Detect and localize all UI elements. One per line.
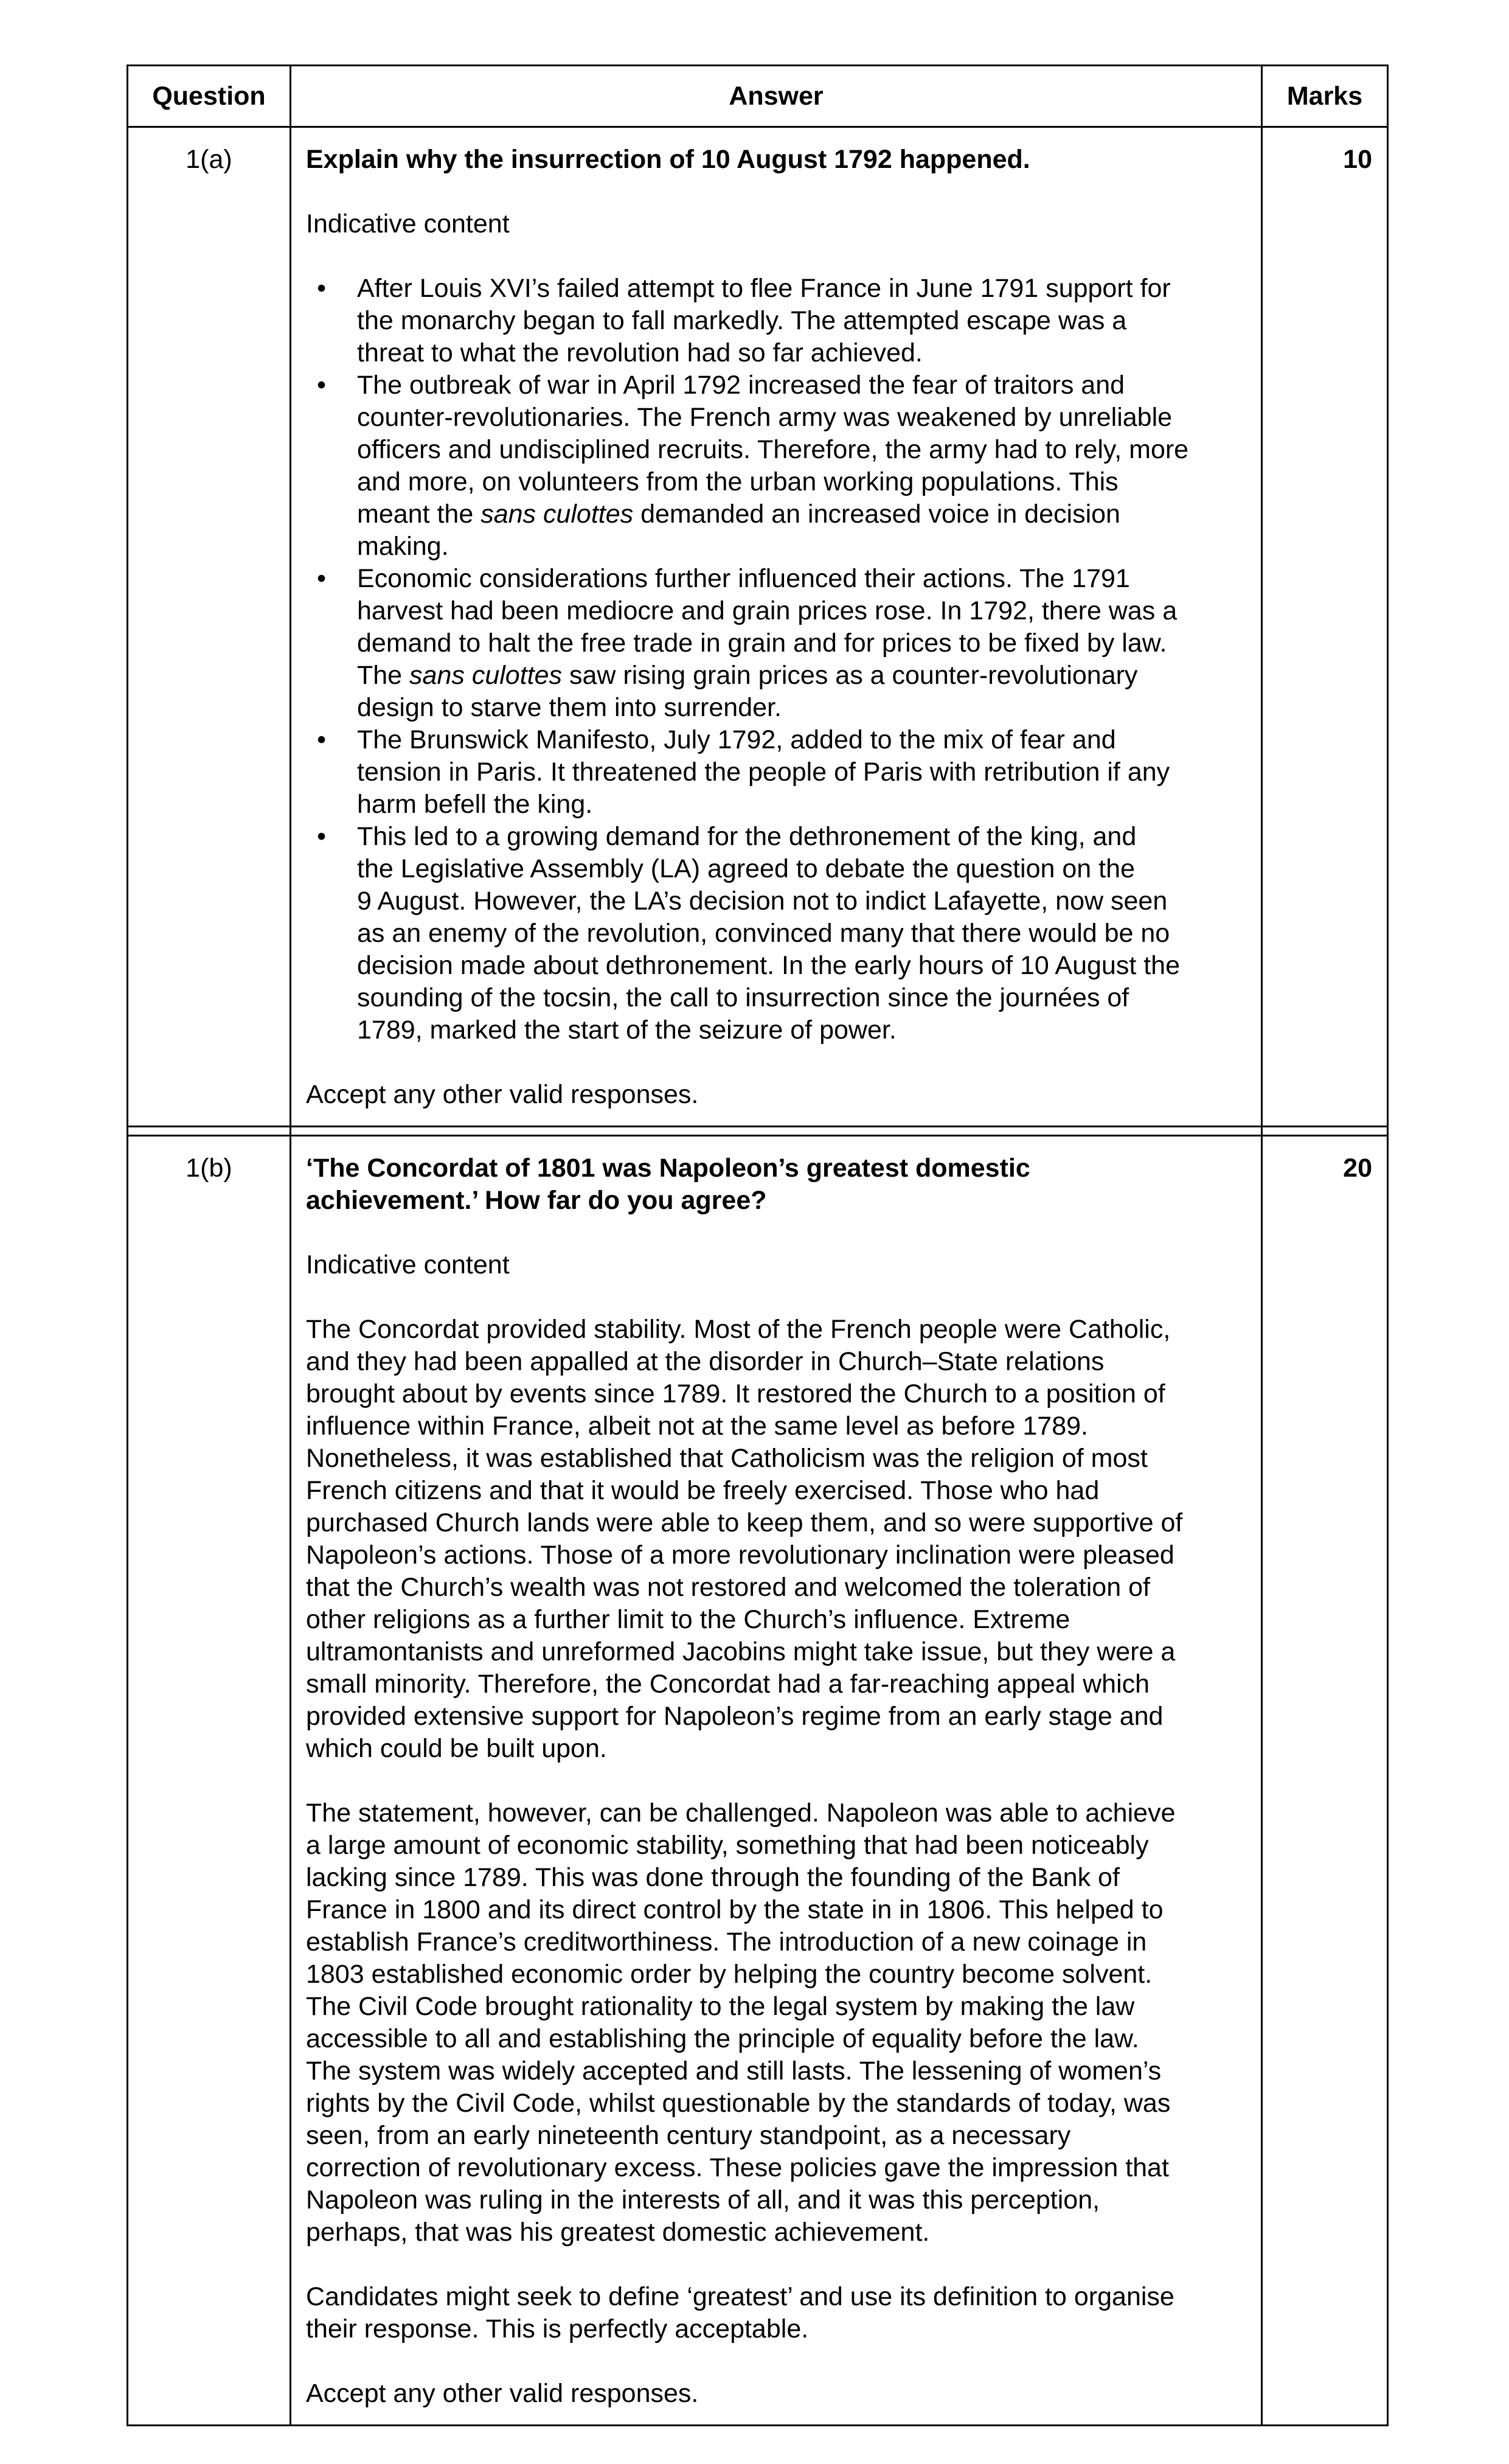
list-item <box>306 821 1245 1046</box>
line: tension in Paris. It threatened the people of Paris with retribution if any <box>357 757 1170 787</box>
row-q1b <box>128 1136 1388 2426</box>
line: making. <box>357 532 449 561</box>
q1b-indicative: Indicative content <box>306 1250 510 1279</box>
q1b-paragraph-3: Candidates might seek to define ‘greatest’ and use its definition to organise their response. This is perfectly acceptable. <box>306 2282 1174 2344</box>
row-separator <box>128 1127 1388 1136</box>
q1b-marks: 20 <box>1262 1136 1388 2426</box>
line: harvest had been mediocre and grain prices rose. In 1792, there was a <box>357 596 1178 625</box>
q1b-accept: Accept any other valid responses. <box>306 2379 699 2408</box>
list-item <box>306 369 1245 563</box>
header-row <box>128 66 1388 127</box>
mark-scheme-table <box>127 64 1389 2426</box>
bullet-icon: • <box>317 274 327 303</box>
line: demand to halt the free trade in grain and for prices to be fixed by law. <box>357 628 1167 658</box>
header-question: Question <box>128 66 291 127</box>
q1a-marks: 10 <box>1262 127 1388 1127</box>
line: decision made about dethronement. In the early hours of 10 August the <box>357 951 1181 980</box>
line: The outbreak of war in April 1792 increased the fear of traitors and <box>357 371 1125 400</box>
q1a-bullet-list <box>306 273 1245 1046</box>
header-marks: Marks <box>1262 66 1388 127</box>
q1b-number: 1(b) <box>128 1136 291 2426</box>
q1b-paragraph-2: The statement, however, can be challenged. Napoleon was able to achieve a large amount of economic stability, something that had been noticeably lacking since 1789. This was done through the founding of the Bank of France in 1800 and its direct control by the state in in 1806. This helped to establish France’s creditworthiness. The introduction of a new coinage in 1803 established economic order by helping the country become solvent. The Civil Code brought rationality to the legal system by making the law accessible to all and establishing the principle of equality before the law. The system was widely accepted and still lasts. The lessening of women’s rights by the Civil Code, whilst questionable by the standards of today, was seen, from an early nineteenth century standpoint, as a necessary correction of revolutionary excess. These policies gave the impression that Napoleon was ruling in the interests of all, and it was this perception, perhaps, that was his greatest domestic achievement. <box>306 1798 1176 2247</box>
line: and more, on volunteers from the urban working populations. This <box>357 467 1119 496</box>
line: meant the sans culottes demanded an increased voice in decision <box>357 499 1120 529</box>
line: officers and undisciplined recruits. Therefore, the army had to rely, more <box>357 435 1189 464</box>
q1b-paragraph-1: The Concordat provided stability. Most of the French people were Catholic, and they had been appalled at the disorder in Church–State relations brought about by events since 1789. It restored the Church to a position of influence within France, albeit not at the same level as before 1789. Nonetheless, it was established that Catholicism was the religion of most French citizens and that it would be freely exercised. Those who had purchased Church lands were able to keep them, and so were supportive of Napoleon’s actions. Those of a more revolutionary inclination were pleased that the Church’s wealth was not restored and welcomed the toleration of other religions as a further limit to the Church’s influence. Extreme ultramontanists and unreformed Jacobins might take issue, but they were a small minority. Therefore, the Concordat had a far-reaching appeal which provided extensive support for Napoleon’s regime from an early stage and which could be built upon. <box>306 1315 1183 1763</box>
q1a-question: Explain why the insurrection of 10 August 1792 happened. <box>306 145 1030 174</box>
list-item <box>306 563 1245 724</box>
row-q1a <box>128 127 1388 1127</box>
line: design to starve them into surrender. <box>357 693 782 722</box>
q1a-answer <box>291 127 1262 1127</box>
bullet-icon: • <box>317 564 327 593</box>
line: harm befell the king. <box>357 790 593 819</box>
q1b-answer <box>291 1136 1262 2426</box>
q1b-question: ‘The Concordat of 1801 was Napoleon’s greatest domestic achievement.’ How far do you agree? <box>306 1154 1030 1215</box>
header-answer: Answer <box>291 66 1262 127</box>
line: sounding of the tocsin, the call to insurrection since the journées of <box>357 983 1129 1012</box>
line: 9 August. However, the LA’s decision not to indict Lafayette, now seen <box>357 886 1168 916</box>
bullet-icon: • <box>317 822 327 851</box>
line: Economic considerations further influenced their actions. The 1791 <box>357 564 1130 593</box>
q1a-accept: Accept any other valid responses. <box>306 1080 699 1109</box>
line: This led to a growing demand for the dethronement of the king, and <box>357 822 1137 851</box>
line: the Legislative Assembly (LA) agreed to debate the question on the <box>357 854 1135 883</box>
bullet-icon: • <box>317 725 327 754</box>
line: The Brunswick Manifesto, July 1792, added to the mix of fear and <box>357 725 1116 754</box>
line: 1789, marked the start of the seizure of power. <box>357 1015 897 1045</box>
q1a-number: 1(a) <box>128 127 291 1127</box>
line: After Louis XVI’s failed attempt to flee France in June 1791 support for <box>357 274 1171 303</box>
line: threat to what the revolution had so far achieved. <box>357 338 923 367</box>
list-item <box>306 724 1245 821</box>
line: the monarchy began to fall markedly. The attempted escape was a <box>357 306 1127 335</box>
bullet-icon: • <box>317 371 327 400</box>
line: as an enemy of the revolution, convinced many that there would be no <box>357 919 1170 948</box>
list-item <box>306 273 1245 369</box>
line: counter-revolutionaries. The French army was weakened by unreliable <box>357 403 1173 432</box>
line: The sans culottes saw rising grain prices as a counter-revolutionary <box>357 661 1138 690</box>
q1a-indicative: Indicative content <box>306 209 510 238</box>
